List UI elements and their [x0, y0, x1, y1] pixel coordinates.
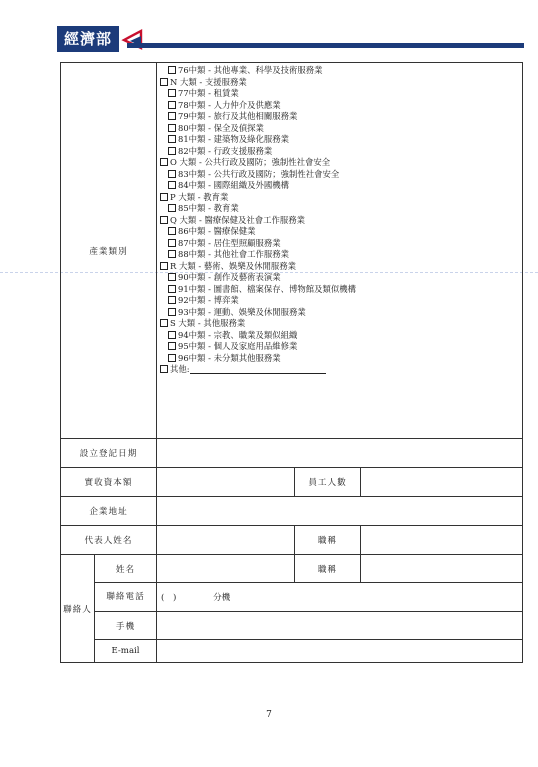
industry-option-sub[interactable]	[160, 353, 522, 365]
checkbox-icon[interactable]	[168, 204, 176, 212]
checkbox-icon[interactable]	[168, 135, 176, 143]
representative-title-field[interactable]	[361, 526, 523, 555]
checkbox-icon[interactable]	[168, 296, 176, 304]
address-row	[61, 497, 523, 526]
checkbox-icon[interactable]	[168, 250, 176, 258]
established-date-label: 設立登記日期	[61, 439, 157, 468]
header-rule	[127, 43, 524, 48]
industry-option-label: 96中類 - 未分類其他服務業	[178, 352, 281, 363]
industry-option-sub[interactable]	[160, 341, 522, 353]
industry-option-label: 78中類 - 人力仲介及供應業	[178, 99, 281, 110]
industry-option-sub[interactable]	[160, 65, 522, 77]
checkbox-icon[interactable]	[168, 227, 176, 235]
industry-option-label: 80中類 - 保全及偵探業	[178, 122, 264, 133]
industry-row	[61, 63, 523, 439]
contact-email-label: E-mail	[95, 640, 157, 663]
contact-email-field[interactable]	[157, 640, 523, 663]
industry-option-label: 90中類 - 創作及藝術表演業	[178, 272, 281, 282]
ministry-logo-text: 經濟部	[57, 26, 119, 52]
representative-title-label: 職稱	[295, 526, 361, 555]
checkbox-icon[interactable]	[160, 216, 168, 224]
checkbox-icon[interactable]	[168, 66, 176, 74]
industry-option-major[interactable]	[160, 77, 522, 89]
checkbox-icon[interactable]	[160, 262, 168, 270]
industry-option-label: 76中類 - 其他專業、科學及技術服務業	[178, 65, 323, 75]
industry-option-sub[interactable]	[160, 100, 522, 112]
industry-option-sub[interactable]	[160, 330, 522, 342]
checkbox-icon[interactable]	[168, 101, 176, 109]
contact-mobile-field[interactable]	[157, 612, 523, 640]
industry-option-label: 93中類 - 運動、娛樂及休閒服務業	[178, 306, 306, 317]
industry-option-other[interactable]	[160, 364, 522, 376]
page-number: 7	[266, 710, 272, 720]
registration-form-table	[60, 62, 523, 663]
checkbox-icon[interactable]	[168, 308, 176, 316]
industry-option-label: O 大類 - 公共行政及國防；強制性社會安全	[170, 157, 331, 167]
industry-option-label: 79中類 - 旅行及其他相關服務業	[178, 111, 298, 121]
checkbox-icon[interactable]	[160, 319, 168, 327]
phone-extension-label: 分機	[213, 593, 231, 603]
contact-name-field[interactable]	[157, 555, 295, 583]
industry-option-sub[interactable]	[160, 226, 522, 238]
industry-option-sub[interactable]	[160, 249, 522, 261]
established-date-field[interactable]	[157, 439, 523, 468]
other-input-line[interactable]	[190, 364, 326, 374]
industry-option-sub[interactable]	[160, 272, 522, 284]
other-label: 其他:	[170, 364, 190, 374]
industry-option-label: 84中類 - 國際組織及外國機構	[178, 180, 289, 190]
industry-option-sub[interactable]	[160, 238, 522, 250]
checkbox-icon[interactable]	[168, 239, 176, 247]
address-field[interactable]	[157, 497, 523, 526]
industry-option-sub[interactable]	[160, 169, 522, 181]
checkbox-icon[interactable]	[168, 170, 176, 178]
page-header	[57, 26, 524, 52]
contact-mobile-label: 手機	[95, 612, 157, 640]
industry-option-label: 94中類 - 宗教、職業及類似組織	[178, 329, 298, 340]
industry-option-label: 92中類 - 博弈業	[178, 295, 239, 305]
industry-options	[157, 63, 523, 439]
checkbox-icon[interactable]	[168, 89, 176, 97]
employees-label: 員工人數	[295, 468, 361, 497]
industry-option-list	[160, 65, 522, 364]
industry-option-sub[interactable]	[160, 203, 522, 215]
industry-option-label: 88中類 - 其他社會工作服務業	[178, 249, 289, 259]
checkbox-icon[interactable]	[168, 124, 176, 132]
industry-option-label: 77中類 - 租賃業	[178, 88, 239, 98]
industry-label: 產業類別	[61, 63, 157, 439]
checkbox-icon[interactable]	[168, 147, 176, 155]
contact-phone-row	[61, 583, 523, 612]
contact-label: 聯絡人	[61, 555, 95, 663]
checkbox-icon[interactable]	[168, 181, 176, 189]
industry-option-label: 85中類 - 教育業	[178, 203, 239, 213]
paid-in-capital-label: 實收資本額	[61, 468, 157, 497]
contact-mobile-row	[61, 612, 523, 640]
contact-email-row	[61, 640, 523, 663]
checkbox-icon[interactable]	[168, 331, 176, 339]
industry-option-major[interactable]	[160, 318, 522, 330]
contact-title-field[interactable]	[361, 555, 523, 583]
industry-option-major[interactable]	[160, 215, 522, 227]
established-date-row	[61, 439, 523, 468]
employees-field[interactable]	[361, 468, 523, 497]
industry-option-sub[interactable]	[160, 134, 522, 146]
industry-option-label: 87中類 - 居住型照顧服務業	[178, 237, 281, 248]
checkbox-icon[interactable]	[160, 158, 168, 166]
contact-phone-label: 聯絡電話	[95, 583, 157, 612]
paid-in-capital-field[interactable]	[157, 468, 295, 497]
industry-option-major[interactable]	[160, 157, 522, 169]
checkbox-icon[interactable]	[168, 342, 176, 350]
checkbox-icon[interactable]	[160, 365, 168, 373]
industry-option-label: R 大類 - 藝術、娛樂及休閒服務業	[170, 260, 297, 271]
representative-field[interactable]	[157, 526, 295, 555]
industry-option-label: 81中類 - 建築物及綠化服務業	[178, 134, 289, 144]
phone-area-code: ( )	[161, 593, 177, 603]
address-label: 企業地址	[61, 497, 157, 526]
representative-row	[61, 526, 523, 555]
industry-option-major[interactable]	[160, 261, 522, 273]
industry-option-sub[interactable]	[160, 284, 522, 296]
industry-option-sub[interactable]	[160, 146, 522, 158]
industry-option-label: 91中類 - 圖書館、檔案保存、博物館及類似機構	[178, 283, 356, 294]
capital-row	[61, 468, 523, 497]
industry-option-label: N 大類 - 支援服務業	[170, 76, 247, 87]
industry-option-label: 82中類 - 行政支援服務業	[178, 145, 273, 156]
checkbox-icon[interactable]	[168, 273, 176, 281]
industry-option-sub[interactable]	[160, 295, 522, 307]
industry-option-sub[interactable]	[160, 180, 522, 192]
checkbox-icon[interactable]	[160, 193, 168, 201]
industry-option-sub[interactable]	[160, 123, 522, 135]
checkbox-icon[interactable]	[168, 354, 176, 362]
industry-option-major[interactable]	[160, 192, 522, 204]
contact-name-label: 姓名	[95, 555, 157, 583]
industry-option-sub[interactable]	[160, 307, 522, 319]
industry-option-label: 83中類 - 公共行政及國防；強制性社會安全	[178, 168, 340, 179]
contact-phone-field[interactable]	[157, 583, 523, 612]
industry-option-label: S 大類 - 其他服務業	[170, 318, 246, 328]
contact-title-label: 職稱	[295, 555, 361, 583]
checkbox-icon[interactable]	[168, 285, 176, 293]
industry-option-sub[interactable]	[160, 111, 522, 123]
industry-option-label: 95中類 - 個人及家庭用品維修業	[178, 341, 298, 351]
checkbox-icon[interactable]	[168, 112, 176, 120]
representative-label: 代表人姓名	[61, 526, 157, 555]
industry-option-sub[interactable]	[160, 88, 522, 100]
contact-name-row	[61, 555, 523, 583]
industry-option-label: P 大類 - 教育業	[170, 191, 229, 202]
industry-option-label: 86中類 - 醫療保健業	[178, 226, 256, 236]
industry-option-label: Q 大類 - 醫療保健及社會工作服務業	[170, 214, 305, 225]
checkbox-icon[interactable]	[160, 78, 168, 86]
